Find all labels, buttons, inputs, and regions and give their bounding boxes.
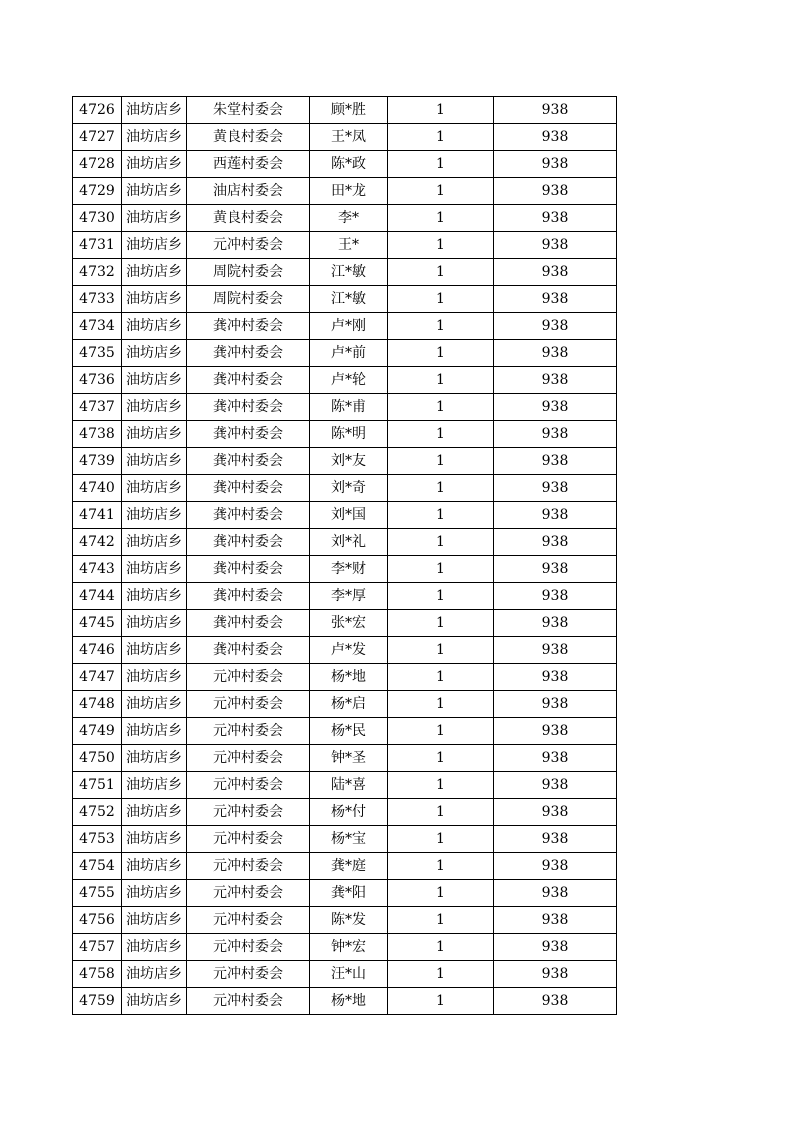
table-row [73,97,617,124]
person-name-cell: 杨*地 [310,664,388,691]
count-cell: 1 [388,367,494,394]
count-cell: 1 [388,124,494,151]
roster-table [72,96,617,1015]
count-cell: 1 [388,313,494,340]
table-row [73,583,617,610]
table-row [73,826,617,853]
amount-cell: 938 [494,718,617,745]
township-cell: 油坊店乡 [122,826,187,853]
township-cell: 油坊店乡 [122,259,187,286]
table-row [73,475,617,502]
person-name-cell: 王* [310,232,388,259]
person-name-cell: 张*宏 [310,610,388,637]
count-cell: 1 [388,421,494,448]
person-name-cell: 王*凤 [310,124,388,151]
row-number-cell: 4734 [73,313,122,340]
count-cell: 1 [388,178,494,205]
township-cell: 油坊店乡 [122,772,187,799]
amount-cell: 938 [494,313,617,340]
person-name-cell: 李*厚 [310,583,388,610]
township-cell: 油坊店乡 [122,583,187,610]
table-row [73,934,617,961]
person-name-cell: 杨*付 [310,799,388,826]
village-committee-cell: 龚冲村委会 [187,610,310,637]
amount-cell: 938 [494,637,617,664]
village-committee-cell: 龚冲村委会 [187,394,310,421]
person-name-cell: 刘*礼 [310,529,388,556]
count-cell: 1 [388,961,494,988]
township-cell: 油坊店乡 [122,205,187,232]
person-name-cell: 卢*发 [310,637,388,664]
person-name-cell: 钟*圣 [310,745,388,772]
table-row [73,880,617,907]
count-cell: 1 [388,718,494,745]
person-name-cell: 杨*民 [310,718,388,745]
township-cell: 油坊店乡 [122,475,187,502]
village-committee-cell: 元冲村委会 [187,907,310,934]
row-number-cell: 4727 [73,124,122,151]
township-cell: 油坊店乡 [122,610,187,637]
village-committee-cell: 龚冲村委会 [187,448,310,475]
count-cell: 1 [388,394,494,421]
township-cell: 油坊店乡 [122,961,187,988]
village-committee-cell: 元冲村委会 [187,745,310,772]
township-cell: 油坊店乡 [122,853,187,880]
village-committee-cell: 元冲村委会 [187,799,310,826]
township-cell: 油坊店乡 [122,124,187,151]
amount-cell: 938 [494,772,617,799]
row-number-cell: 4744 [73,583,122,610]
row-number-cell: 4751 [73,772,122,799]
amount-cell: 938 [494,178,617,205]
count-cell: 1 [388,988,494,1015]
count-cell: 1 [388,826,494,853]
row-number-cell: 4732 [73,259,122,286]
row-number-cell: 4733 [73,286,122,313]
row-number-cell: 4747 [73,664,122,691]
village-committee-cell: 龚冲村委会 [187,313,310,340]
amount-cell: 938 [494,799,617,826]
person-name-cell: 江*敏 [310,286,388,313]
row-number-cell: 4752 [73,799,122,826]
village-committee-cell: 元冲村委会 [187,880,310,907]
township-cell: 油坊店乡 [122,664,187,691]
amount-cell: 938 [494,907,617,934]
village-committee-cell: 龚冲村委会 [187,367,310,394]
count-cell: 1 [388,583,494,610]
village-committee-cell: 朱堂村委会 [187,97,310,124]
township-cell: 油坊店乡 [122,232,187,259]
township-cell: 油坊店乡 [122,502,187,529]
village-committee-cell: 元冲村委会 [187,934,310,961]
township-cell: 油坊店乡 [122,178,187,205]
township-cell: 油坊店乡 [122,340,187,367]
village-committee-cell: 龚冲村委会 [187,421,310,448]
person-name-cell: 田*龙 [310,178,388,205]
village-committee-cell: 周院村委会 [187,286,310,313]
table-row [73,259,617,286]
township-cell: 油坊店乡 [122,745,187,772]
row-number-cell: 4755 [73,880,122,907]
village-committee-cell: 元冲村委会 [187,718,310,745]
row-number-cell: 4753 [73,826,122,853]
count-cell: 1 [388,259,494,286]
amount-cell: 938 [494,853,617,880]
village-committee-cell: 龚冲村委会 [187,583,310,610]
village-committee-cell: 龚冲村委会 [187,475,310,502]
amount-cell: 938 [494,691,617,718]
amount-cell: 938 [494,826,617,853]
township-cell: 油坊店乡 [122,718,187,745]
township-cell: 油坊店乡 [122,421,187,448]
row-number-cell: 4748 [73,691,122,718]
table-row [73,313,617,340]
row-number-cell: 4750 [73,745,122,772]
township-cell: 油坊店乡 [122,151,187,178]
count-cell: 1 [388,772,494,799]
village-committee-cell: 龚冲村委会 [187,529,310,556]
person-name-cell: 陈*甫 [310,394,388,421]
person-name-cell: 刘*国 [310,502,388,529]
amount-cell: 938 [494,259,617,286]
row-number-cell: 4740 [73,475,122,502]
village-committee-cell: 元冲村委会 [187,691,310,718]
count-cell: 1 [388,880,494,907]
table-row [73,394,617,421]
person-name-cell: 李* [310,205,388,232]
count-cell: 1 [388,205,494,232]
row-number-cell: 4742 [73,529,122,556]
person-name-cell: 陈*发 [310,907,388,934]
table-row [73,232,617,259]
amount-cell: 938 [494,880,617,907]
row-number-cell: 4743 [73,556,122,583]
table-row [73,799,617,826]
count-cell: 1 [388,799,494,826]
township-cell: 油坊店乡 [122,448,187,475]
amount-cell: 938 [494,583,617,610]
township-cell: 油坊店乡 [122,691,187,718]
row-number-cell: 4758 [73,961,122,988]
amount-cell: 938 [494,394,617,421]
person-name-cell: 江*敏 [310,259,388,286]
amount-cell: 938 [494,97,617,124]
person-name-cell: 顾*胜 [310,97,388,124]
table-row [73,340,617,367]
table-row [73,907,617,934]
person-name-cell: 龚*阳 [310,880,388,907]
row-number-cell: 4726 [73,97,122,124]
row-number-cell: 4754 [73,853,122,880]
amount-cell: 938 [494,934,617,961]
person-name-cell: 龚*庭 [310,853,388,880]
amount-cell: 938 [494,232,617,259]
township-cell: 油坊店乡 [122,97,187,124]
person-name-cell: 杨*启 [310,691,388,718]
amount-cell: 938 [494,556,617,583]
table-row [73,772,617,799]
table-row [73,664,617,691]
count-cell: 1 [388,610,494,637]
amount-cell: 938 [494,988,617,1015]
row-number-cell: 4731 [73,232,122,259]
table-row [73,421,617,448]
amount-cell: 938 [494,610,617,637]
count-cell: 1 [388,232,494,259]
row-number-cell: 4738 [73,421,122,448]
table-row [73,610,617,637]
township-cell: 油坊店乡 [122,529,187,556]
township-cell: 油坊店乡 [122,367,187,394]
table-row [73,556,617,583]
count-cell: 1 [388,745,494,772]
row-number-cell: 4739 [73,448,122,475]
row-number-cell: 4730 [73,205,122,232]
person-name-cell: 陈*政 [310,151,388,178]
table-row [73,151,617,178]
amount-cell: 938 [494,205,617,232]
table-row [73,367,617,394]
village-committee-cell: 元冲村委会 [187,232,310,259]
row-number-cell: 4741 [73,502,122,529]
table-row [73,178,617,205]
table-row [73,961,617,988]
person-name-cell: 刘*友 [310,448,388,475]
village-committee-cell: 黄良村委会 [187,205,310,232]
amount-cell: 938 [494,340,617,367]
count-cell: 1 [388,448,494,475]
amount-cell: 938 [494,745,617,772]
table-row [73,124,617,151]
person-name-cell: 卢*轮 [310,367,388,394]
village-committee-cell: 油店村委会 [187,178,310,205]
person-name-cell: 李*财 [310,556,388,583]
village-committee-cell: 黄良村委会 [187,124,310,151]
row-number-cell: 4745 [73,610,122,637]
village-committee-cell: 元冲村委会 [187,988,310,1015]
person-name-cell: 汪*山 [310,961,388,988]
person-name-cell: 陈*明 [310,421,388,448]
table-row [73,718,617,745]
count-cell: 1 [388,529,494,556]
village-committee-cell: 元冲村委会 [187,664,310,691]
township-cell: 油坊店乡 [122,799,187,826]
table-row [73,448,617,475]
row-number-cell: 4737 [73,394,122,421]
count-cell: 1 [388,556,494,583]
township-cell: 油坊店乡 [122,313,187,340]
amount-cell: 938 [494,124,617,151]
table-row [73,691,617,718]
count-cell: 1 [388,151,494,178]
village-committee-cell: 龚冲村委会 [187,556,310,583]
person-name-cell: 陆*喜 [310,772,388,799]
row-number-cell: 4746 [73,637,122,664]
village-committee-cell: 龚冲村委会 [187,340,310,367]
table-row [73,637,617,664]
count-cell: 1 [388,664,494,691]
amount-cell: 938 [494,664,617,691]
person-name-cell: 卢*前 [310,340,388,367]
count-cell: 1 [388,853,494,880]
table-row [73,853,617,880]
count-cell: 1 [388,637,494,664]
count-cell: 1 [388,340,494,367]
township-cell: 油坊店乡 [122,394,187,421]
person-name-cell: 杨*宝 [310,826,388,853]
village-committee-cell: 龚冲村委会 [187,637,310,664]
township-cell: 油坊店乡 [122,934,187,961]
amount-cell: 938 [494,367,617,394]
person-name-cell: 钟*宏 [310,934,388,961]
table-row [73,988,617,1015]
person-name-cell: 杨*地 [310,988,388,1015]
count-cell: 1 [388,691,494,718]
amount-cell: 938 [494,529,617,556]
row-number-cell: 4728 [73,151,122,178]
village-committee-cell: 龚冲村委会 [187,502,310,529]
village-committee-cell: 元冲村委会 [187,853,310,880]
table-row [73,286,617,313]
township-cell: 油坊店乡 [122,286,187,313]
township-cell: 油坊店乡 [122,880,187,907]
person-name-cell: 刘*奇 [310,475,388,502]
count-cell: 1 [388,502,494,529]
amount-cell: 938 [494,448,617,475]
count-cell: 1 [388,934,494,961]
village-committee-cell: 元冲村委会 [187,772,310,799]
row-number-cell: 4736 [73,367,122,394]
village-committee-cell: 元冲村委会 [187,826,310,853]
village-committee-cell: 元冲村委会 [187,961,310,988]
village-committee-cell: 周院村委会 [187,259,310,286]
row-number-cell: 4759 [73,988,122,1015]
count-cell: 1 [388,475,494,502]
table-row [73,205,617,232]
table-row [73,502,617,529]
township-cell: 油坊店乡 [122,637,187,664]
township-cell: 油坊店乡 [122,556,187,583]
count-cell: 1 [388,286,494,313]
township-cell: 油坊店乡 [122,907,187,934]
row-number-cell: 4756 [73,907,122,934]
township-cell: 油坊店乡 [122,988,187,1015]
row-number-cell: 4729 [73,178,122,205]
count-cell: 1 [388,907,494,934]
table-row [73,529,617,556]
roster-table-body [73,97,617,1015]
table-row [73,745,617,772]
amount-cell: 938 [494,286,617,313]
amount-cell: 938 [494,421,617,448]
count-cell: 1 [388,97,494,124]
village-committee-cell: 西莲村委会 [187,151,310,178]
amount-cell: 938 [494,475,617,502]
row-number-cell: 4735 [73,340,122,367]
amount-cell: 938 [494,961,617,988]
person-name-cell: 卢*刚 [310,313,388,340]
row-number-cell: 4749 [73,718,122,745]
row-number-cell: 4757 [73,934,122,961]
amount-cell: 938 [494,502,617,529]
amount-cell: 938 [494,151,617,178]
